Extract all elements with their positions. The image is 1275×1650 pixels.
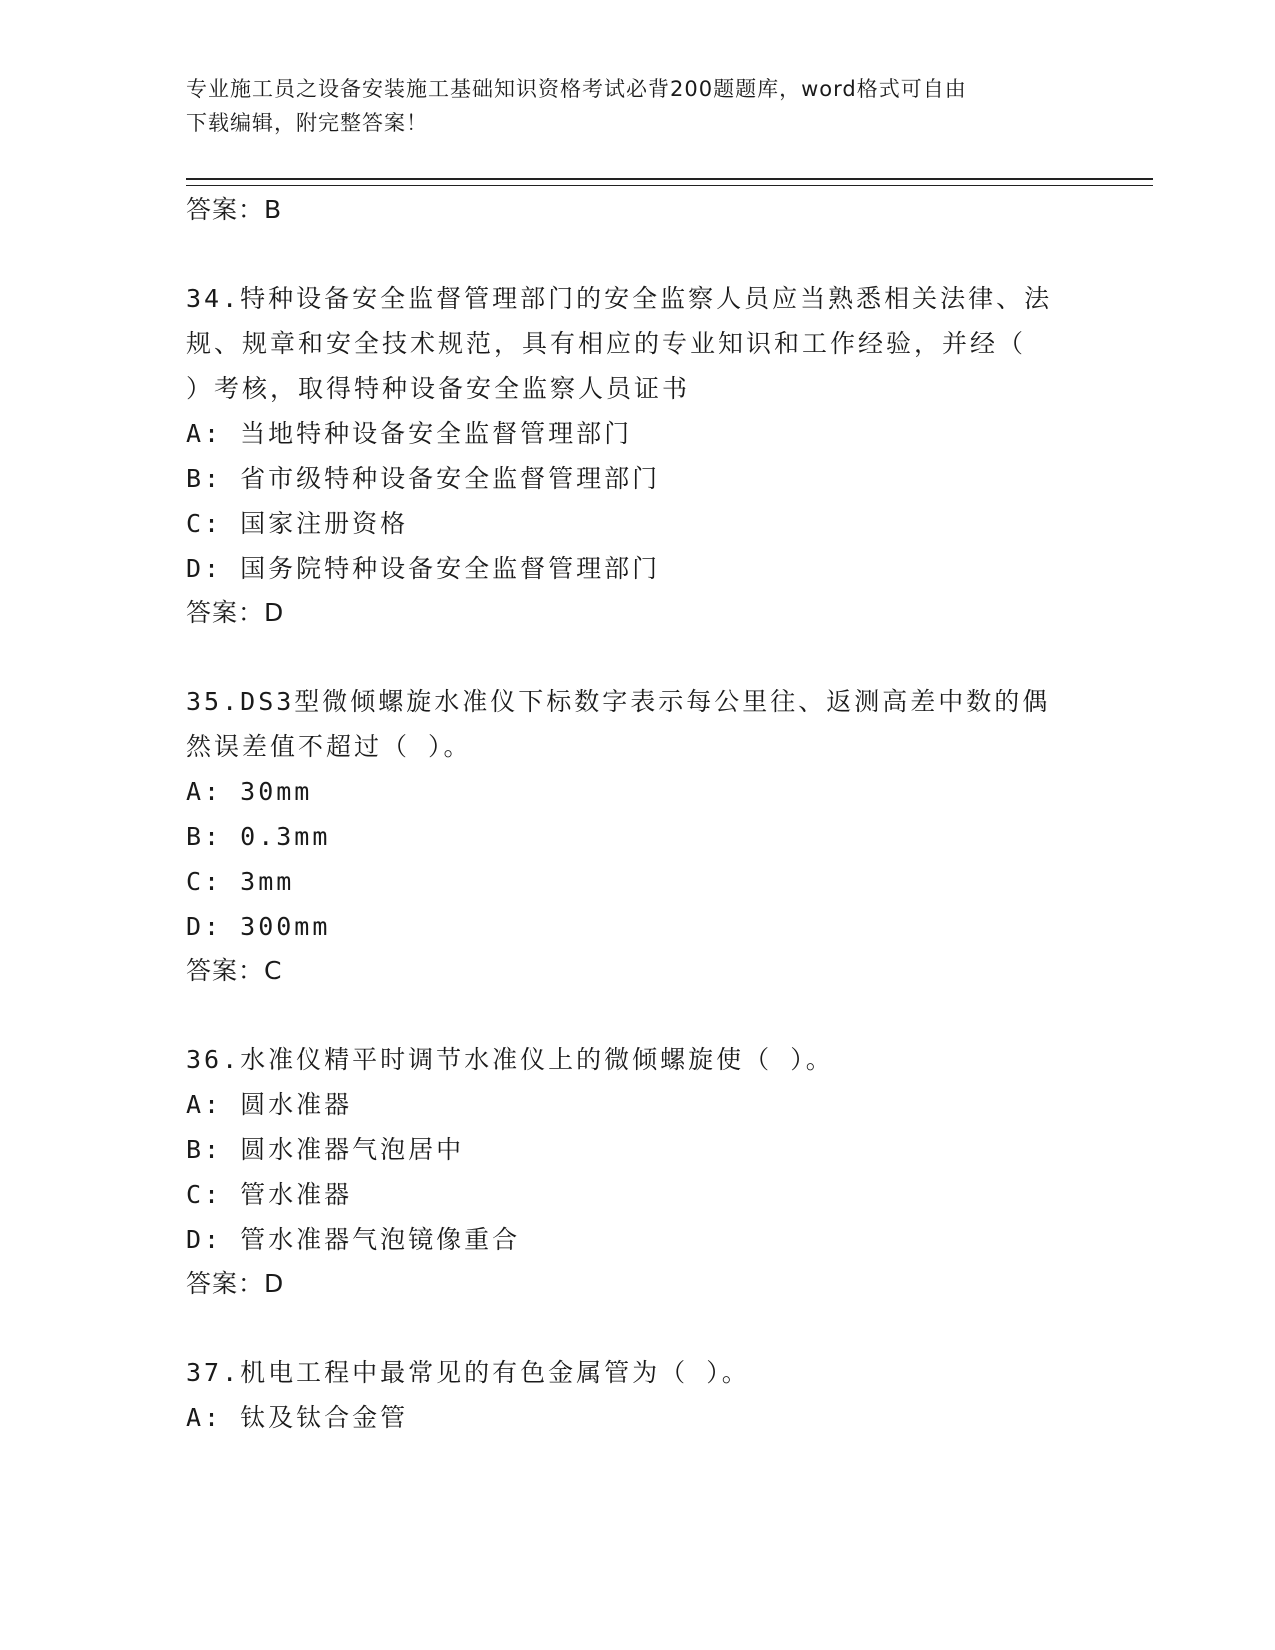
- option-a: A: 钛及钛合金管: [186, 1403, 409, 1432]
- question-36: [186, 1037, 1086, 1306]
- question-text-line: 35.DS3型微倾螺旋水准仪下标数字表示每公里往、返测高差中数的偶: [186, 687, 1051, 716]
- answer-36: 答案：D: [186, 1269, 285, 1298]
- option-b: B: 0.3mm: [186, 822, 331, 851]
- page-header: [186, 72, 1066, 140]
- question-34: [186, 276, 1086, 635]
- option-a: A: 30mm: [186, 777, 313, 806]
- question-text-line: 规、规章和安全技术规范，具有相应的专业知识和工作经验，并经（: [186, 329, 1027, 358]
- option-a: A: 当地特种设备安全监督管理部门: [186, 419, 633, 448]
- option-b: B: 圆水准器气泡居中: [186, 1135, 465, 1164]
- question-text-line: 然误差值不超过（ ）。: [186, 732, 472, 761]
- answer-35: 答案：C: [186, 956, 283, 985]
- option-c: C: 管水准器: [186, 1180, 353, 1209]
- option-d: D: 300mm: [186, 912, 331, 941]
- header-divider: [186, 178, 1153, 186]
- document-body: [186, 188, 1086, 1440]
- option-b: B: 省市级特种设备安全监督管理部门: [186, 464, 661, 493]
- option-d: D: 国务院特种设备安全监督管理部门: [186, 554, 661, 583]
- option-d: D: 管水准器气泡镜像重合: [186, 1225, 521, 1254]
- question-text-line: 34.特种设备安全监督管理部门的安全监察人员应当熟悉相关法律、法: [186, 284, 1053, 313]
- question-text-line: ）考核，取得特种设备安全监察人员证书: [186, 374, 691, 403]
- answer-33: 答案：B: [186, 195, 283, 224]
- answer-34: 答案：D: [186, 598, 285, 627]
- question-35: [186, 679, 1086, 993]
- question-text-line: 36.水准仪精平时调节水准仪上的微倾螺旋使（ ）。: [186, 1045, 834, 1074]
- option-a: A: 圆水准器: [186, 1090, 353, 1119]
- option-c: C: 3mm: [186, 867, 295, 896]
- header-title-line2: 下载编辑，附完整答案！: [186, 111, 428, 135]
- option-c: C: 国家注册资格: [186, 509, 409, 538]
- question-text-line: 37.机电工程中最常见的有色金属管为（ ）。: [186, 1358, 750, 1387]
- header-title-line1: 专业施工员之设备安装施工基础知识资格考试必背200题题库，word格式可自由: [186, 77, 967, 101]
- question-37: [186, 1350, 1086, 1440]
